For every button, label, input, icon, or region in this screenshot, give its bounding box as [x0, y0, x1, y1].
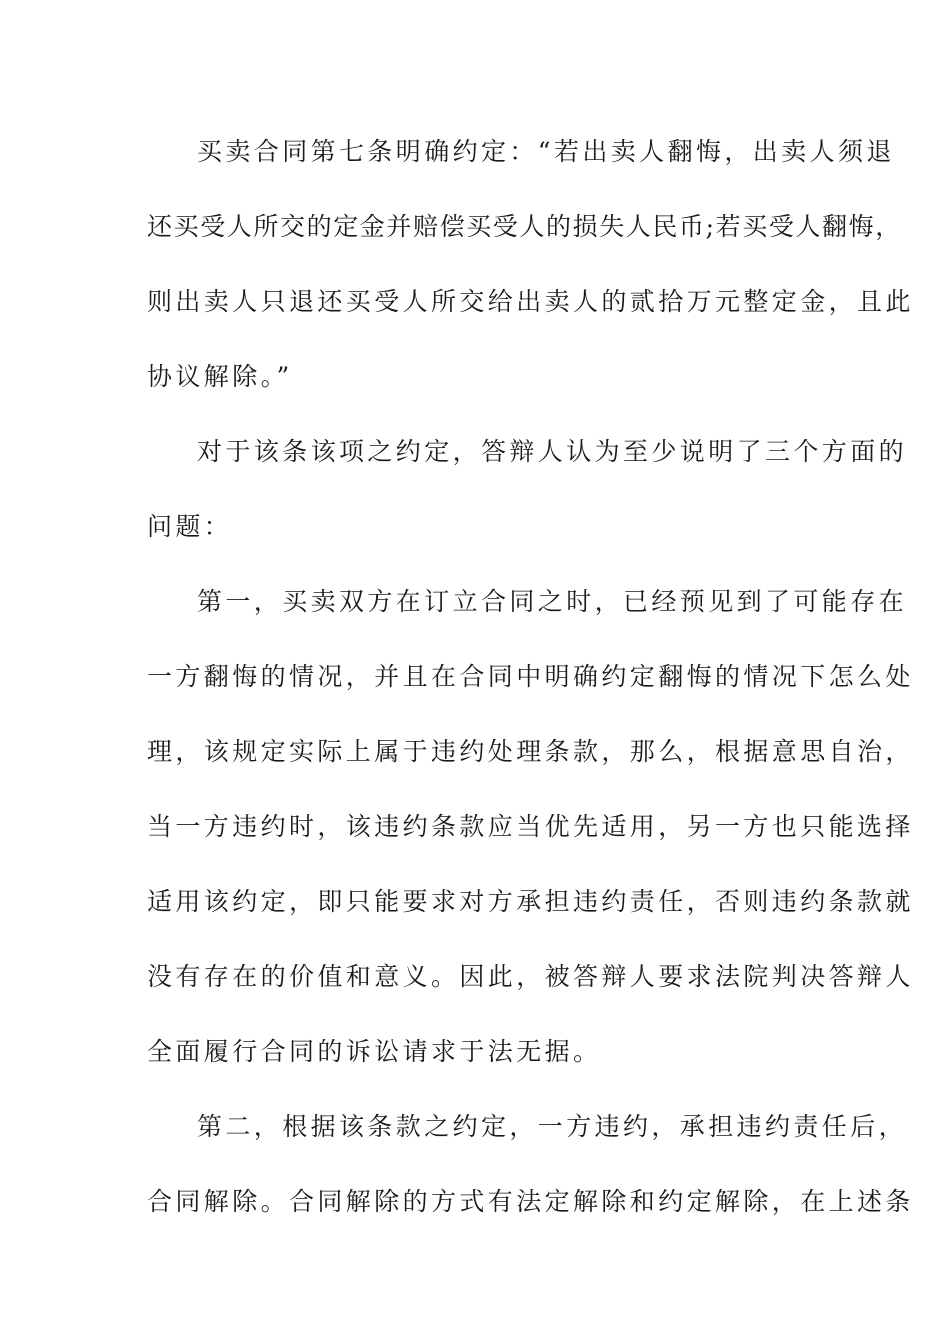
paragraph-2-line-1: 对于该条该项之约定，答辩人认为至少说明了三个方面的: [197, 437, 908, 466]
paragraph-4-line-1: 第二，根据该条款之约定，一方违约，承担违约责任后，: [197, 1112, 908, 1141]
paragraph-2-line-2: 问题：: [147, 512, 233, 541]
paragraph-3-line-5: 适用该约定，即只能要求对方承担违约责任，否则违约条款就: [147, 887, 914, 916]
paragraph-3-line-1: 第一，买卖双方在订立合同之时，已经预见到了可能存在: [197, 587, 908, 616]
paragraph-3-line-3: 理，该规定实际上属于违约处理条款，那么，根据意思自治，: [147, 737, 914, 766]
paragraph-3-line-2: 一方翻悔的情况，并且在合同中明确约定翻悔的情况下怎么处: [147, 662, 914, 691]
paragraph-1-line-3: 则出卖人只退还买受人所交给出卖人的贰拾万元整定金，且此: [147, 287, 914, 316]
paragraph-3-line-6: 没有存在的价值和意义。因此，被答辩人要求法院判决答辩人: [147, 962, 914, 991]
paragraph-1-line-1: 买卖合同第七条明确约定：“若出卖人翻悔，出卖人须退: [197, 137, 895, 166]
paragraph-3-line-4: 当一方违约时，该违约条款应当优先适用，另一方也只能选择: [147, 812, 914, 841]
paragraph-3-line-7: 全面履行合同的诉讼请求于法无据。: [147, 1037, 602, 1066]
paragraph-1-line-2: 还买受人所交的定金并赔偿买受人的损失人民币;若买受人翻悔，: [147, 212, 902, 241]
paragraph-1-line-4: 协议解除。”: [147, 362, 293, 391]
paragraph-4-line-2: 合同解除。合同解除的方式有法定解除和约定解除，在上述条: [147, 1187, 914, 1216]
